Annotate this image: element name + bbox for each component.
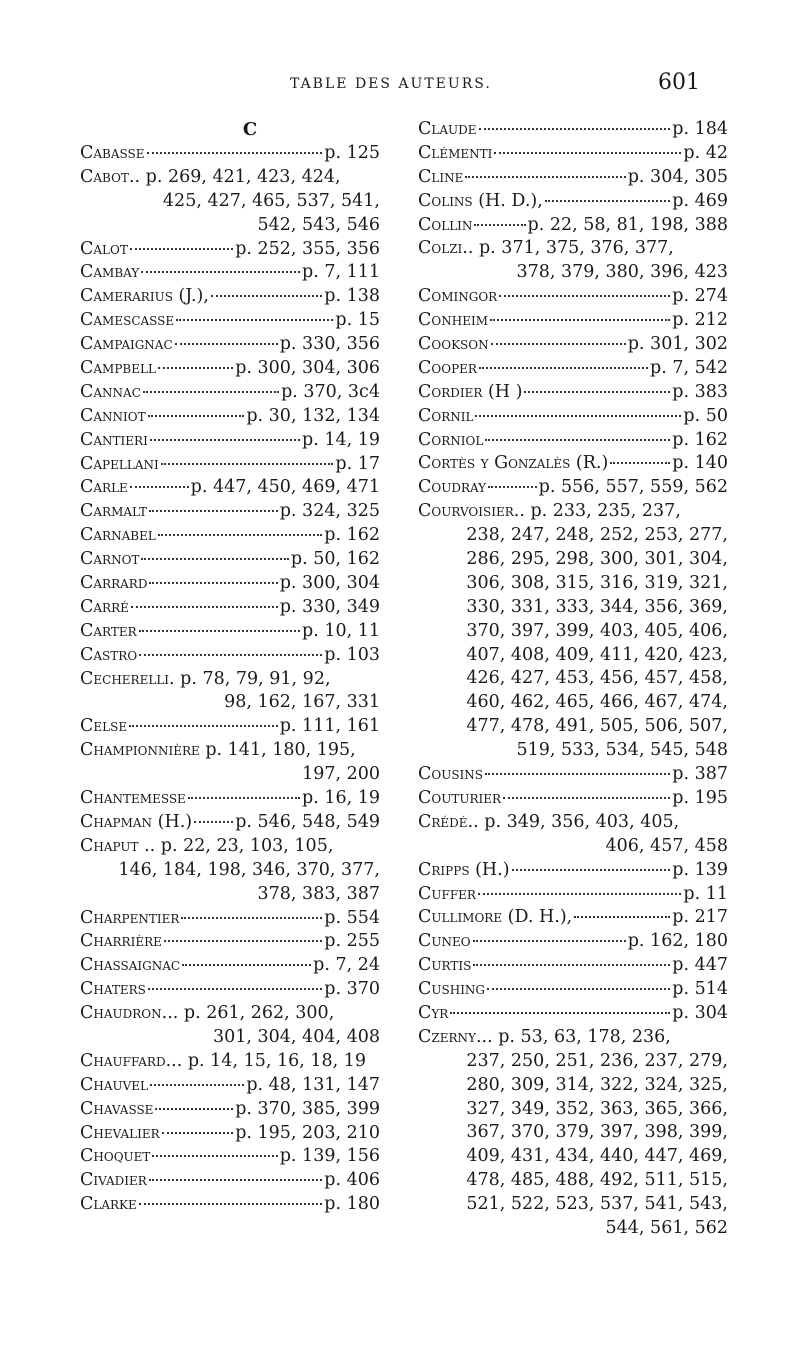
entry-pages: p. 195, 203, 210: [235, 1122, 380, 1143]
entry-separator: ...: [161, 1003, 184, 1024]
index-entry: [80, 1145, 380, 1169]
entry-continuation: 330, 331, 333, 344, 356, 369,: [466, 596, 728, 617]
entry-name: Conheim: [418, 310, 488, 331]
entry-pages: p. 324, 325: [279, 501, 380, 522]
index-entry: [418, 476, 728, 500]
entry-continuation: 460, 462, 465, 466, 467, 474,: [466, 692, 728, 713]
index-entry: [80, 524, 380, 548]
entry-continuation: 425, 427, 465, 537, 541,: [162, 190, 380, 211]
dot-leader: [450, 1012, 670, 1014]
entry-continuation: 367, 370, 379, 397, 398, 399,: [466, 1122, 728, 1143]
left-column: [80, 118, 380, 1217]
entry-pages: p. 162: [672, 429, 728, 450]
dot-leader: [524, 391, 670, 393]
dot-leader: [475, 415, 681, 417]
entry-pages: p. 78, 79, 91, 92,: [180, 668, 331, 689]
entry-name: Camescasse: [80, 310, 175, 331]
dot-leader: [473, 964, 670, 966]
dot-leader: [139, 654, 322, 656]
entry-name: Campaignac: [80, 334, 173, 355]
entry-name: Claude: [418, 119, 477, 139]
index-entry: [80, 930, 380, 954]
index-entry: [418, 190, 728, 214]
index-entry: [418, 429, 728, 453]
entry-pages: p. 141, 180, 195,: [205, 740, 356, 761]
entry-pages: p. 10, 11: [302, 620, 380, 641]
entry-pages: p. 162, 180: [627, 931, 728, 952]
index-entry: [418, 1026, 728, 1241]
dot-leader: [158, 367, 233, 369]
entry-pages: p. 184: [672, 119, 728, 139]
entry-pages: p. 301, 302: [627, 334, 728, 355]
index-entry: [80, 453, 380, 477]
entry-separator: ..: [462, 238, 479, 259]
dot-leader: [188, 797, 300, 799]
entry-separator: ...: [165, 1050, 188, 1071]
dot-leader: [487, 988, 670, 990]
entry-name: Chavasse: [80, 1098, 154, 1119]
entry-pages: p. 14, 15, 16, 18, 19: [187, 1050, 367, 1071]
entry-pages: p. 469: [672, 190, 728, 211]
dot-leader: [131, 606, 278, 608]
index-entry: [80, 357, 380, 381]
entry-pages: p. 111, 161: [279, 716, 380, 737]
entry-pages: p. 370, 3c4: [281, 381, 380, 402]
entry-continuation: 544, 561, 562: [605, 1217, 728, 1238]
entry-name: Cecherelli.: [80, 668, 175, 689]
entry-continuation: 378, 383, 387: [257, 883, 380, 904]
index-entry: [80, 811, 380, 835]
entry-name: Celse: [80, 716, 128, 737]
index-entry: [418, 237, 728, 285]
entry-name: Chassaignac: [80, 955, 181, 976]
entry-name: Comingor: [418, 286, 498, 307]
index-entry: [80, 1074, 380, 1098]
dot-leader: [152, 1155, 277, 1157]
entry-name: Clémenti: [418, 142, 493, 163]
entry-name: Cousins: [418, 764, 484, 785]
entry-pages: p. 42: [683, 142, 728, 163]
entry-name: Cantieri: [80, 429, 148, 450]
index-entry: [80, 644, 380, 668]
dot-leader: [158, 534, 322, 536]
index-entry: [80, 620, 380, 644]
entry-pages: p. 14, 19: [302, 429, 380, 450]
entry-pages: p. 139: [672, 859, 728, 880]
entry-continuation: 301, 304, 404, 408: [213, 1026, 380, 1047]
entry-pages: p. 139, 156: [279, 1146, 380, 1167]
dot-leader: [545, 200, 670, 202]
entry-name: Capellani: [80, 453, 159, 474]
entry-name: Castro: [80, 644, 138, 665]
entry-name: Czerny: [418, 1026, 476, 1047]
entry-name: Cortès y Gonzalès (R.): [418, 453, 609, 474]
index-entry: [80, 429, 380, 453]
dot-leader: [130, 248, 233, 250]
entry-name: Cookson: [418, 334, 489, 355]
entry-name: Crédé: [418, 811, 468, 832]
dot-leader: [141, 558, 288, 560]
index-entry: [80, 405, 380, 429]
index-entry: [418, 214, 728, 238]
dot-leader: [162, 1132, 234, 1134]
entry-pages: p. 22, 58, 81, 198, 388: [527, 214, 728, 235]
index-entry: [80, 715, 380, 739]
entry-pages: p. 269, 421, 423, 424,: [145, 166, 341, 187]
entry-pages: p. 349, 356, 403, 405,: [484, 811, 680, 832]
entry-separator: ..: [128, 166, 146, 187]
index-entry: [80, 381, 380, 405]
entry-pages: p. 447, 450, 469, 471: [190, 477, 380, 498]
entry-pages: p. 30, 132, 134: [246, 405, 380, 426]
dot-leader: [490, 319, 670, 321]
entry-pages: p. 53, 63, 178, 236,: [498, 1026, 671, 1047]
entry-pages: p. 514: [672, 979, 728, 1000]
entry-name: Canniot: [80, 405, 146, 426]
entry-name: Cannac: [80, 381, 141, 402]
entry-name: Carle: [80, 477, 128, 498]
entry-continuation: 521, 522, 523, 537, 541, 543,: [466, 1194, 728, 1215]
entry-name: Civadier: [80, 1170, 147, 1191]
entry-separator: ..: [138, 835, 161, 856]
index-entry: [80, 142, 380, 166]
dot-leader: [129, 725, 278, 727]
dot-leader: [485, 439, 670, 441]
index-entry: [418, 333, 728, 357]
entry-name: Chauvel: [80, 1074, 149, 1095]
index-entry: [80, 1098, 380, 1122]
entry-continuation: 378, 379, 380, 396, 423: [516, 262, 728, 283]
entry-name: Carnabel: [80, 525, 156, 546]
dot-leader: [610, 462, 670, 464]
dot-leader: [161, 463, 334, 465]
entry-name: Charpentier: [80, 907, 180, 928]
entry-pages: p. 554: [324, 907, 380, 928]
dot-leader: [491, 343, 626, 345]
entry-pages: p. 162: [324, 525, 380, 546]
entry-name: Colins (H. D.),: [418, 190, 543, 211]
entry-name: Campbell: [80, 358, 156, 379]
index-entry: [418, 357, 728, 381]
index-entry: [80, 668, 380, 716]
entry-separator: ...: [475, 1026, 499, 1047]
index-entry: [418, 142, 728, 166]
entry-continuation: 286, 295, 298, 300, 301, 304,: [466, 549, 728, 570]
entry-continuation: 238, 247, 248, 252, 253, 277,: [466, 525, 728, 546]
entry-name: Cabot: [80, 166, 129, 187]
index-entry: [80, 238, 380, 262]
entry-name: Chantemesse: [80, 788, 186, 809]
entry-pages: p. 22, 23, 103, 105,: [160, 835, 334, 856]
entry-continuation: 406, 457, 458: [605, 835, 728, 856]
dot-leader: [175, 343, 278, 345]
dot-leader: [150, 439, 300, 441]
entry-name: Carré: [80, 596, 129, 617]
dot-leader: [479, 367, 648, 369]
index-entry: [80, 309, 380, 333]
entry-continuation: 477, 478, 491, 505, 506, 507,: [466, 716, 728, 737]
page-title: TABLE DES AUTEURS.: [290, 76, 492, 92]
dot-leader: [141, 271, 300, 273]
index-entry: [80, 285, 380, 309]
entry-pages: p. 300, 304, 306: [235, 358, 380, 379]
index-entry: [80, 261, 380, 285]
entry-pages: p. 261, 262, 300,: [183, 1003, 335, 1024]
entry-pages: p. 217: [672, 907, 728, 928]
entry-continuation: 146, 184, 198, 346, 370, 377,: [118, 859, 380, 880]
entry-pages: p. 7, 542: [650, 357, 728, 378]
entry-pages: p. 546, 548, 549: [235, 811, 380, 832]
entry-name: Carter: [80, 620, 137, 641]
dot-leader: [155, 1108, 233, 1110]
entry-pages: p. 300, 304: [279, 573, 380, 594]
entry-continuation: 409, 431, 434, 440, 447, 469,: [466, 1146, 728, 1167]
index-entry: [418, 859, 728, 883]
entry-pages: p. 406: [324, 1170, 380, 1191]
dot-leader: [499, 295, 670, 297]
index-entry: [418, 978, 728, 1002]
entry-name: Cordier (H ): [418, 381, 523, 402]
entry-pages: p. 330, 349: [279, 596, 380, 617]
entry-pages: p. 138: [324, 286, 380, 307]
dot-leader: [194, 821, 233, 823]
index-entry: [418, 906, 728, 930]
index-entry: [418, 285, 728, 309]
entry-pages: p. 11: [683, 883, 728, 904]
dot-leader: [574, 916, 670, 918]
index-entry: [418, 452, 728, 476]
index-entry: [80, 978, 380, 1002]
entry-pages: p. 371, 375, 376, 377,: [478, 238, 674, 259]
index-entry: [418, 166, 728, 190]
dot-leader: [181, 917, 322, 919]
index-entry: [418, 405, 728, 429]
entry-name: Chaudron: [80, 1003, 162, 1024]
entry-continuation: 237, 250, 251, 236, 237, 279,: [466, 1050, 728, 1071]
dot-leader: [485, 773, 670, 775]
index-entry: [80, 572, 380, 596]
index-entry: [80, 954, 380, 978]
entry-name: Charrière: [80, 931, 162, 952]
entry-name: Cornil: [418, 405, 474, 426]
entry-pages: p. 7, 24: [313, 955, 380, 976]
index-entry: [80, 548, 380, 572]
index-entry: [418, 381, 728, 405]
dot-leader: [503, 797, 670, 799]
dot-leader: [479, 128, 671, 130]
entry-name: Camerarius (J.),: [80, 286, 209, 307]
entry-continuation: 197, 200: [302, 764, 380, 785]
dot-leader: [139, 1203, 322, 1205]
entry-name: Cline: [418, 166, 464, 187]
index-entry: [418, 930, 728, 954]
entry-pages: p. 370, 385, 399: [235, 1098, 380, 1119]
dot-leader: [139, 630, 300, 632]
dot-leader: [473, 940, 626, 942]
index-entry: [80, 787, 380, 811]
index-entry: [418, 118, 728, 142]
entry-pages: p. 180: [324, 1194, 380, 1215]
page-number: 601: [658, 70, 700, 95]
entry-name: Championnière: [80, 740, 200, 761]
entry-separator: ..: [513, 501, 531, 522]
entry-name: Cooper: [418, 357, 477, 378]
entry-pages: p. 103: [324, 644, 380, 665]
page-header: [0, 70, 800, 102]
entry-pages: p. 15: [335, 310, 380, 331]
dot-leader: [164, 940, 322, 942]
entry-pages: p. 370: [324, 979, 380, 1000]
index-entry: [418, 954, 728, 978]
entry-continuation: 542, 543, 546: [257, 214, 380, 235]
entry-continuation: 478, 485, 488, 492, 511, 515,: [466, 1170, 728, 1191]
entry-name: Chauffard: [80, 1050, 166, 1071]
dot-leader: [494, 152, 681, 154]
index-entry: [80, 596, 380, 620]
dot-leader: [176, 319, 333, 321]
entry-pages: p. 17: [335, 453, 380, 474]
entry-name: Courvoisier: [418, 501, 514, 522]
index-entry: [80, 835, 380, 907]
dot-leader: [512, 869, 671, 871]
entry-pages: p. 252, 355, 356: [235, 238, 380, 259]
index-entry: [80, 907, 380, 931]
dot-leader: [130, 486, 189, 488]
entry-continuation: 280, 309, 314, 322, 324, 325,: [466, 1074, 728, 1095]
right-column: [418, 118, 728, 1241]
entry-pages: p. 50, 162: [290, 549, 380, 570]
entry-name: Cripps (H.): [418, 859, 510, 880]
entry-name: Curtis: [418, 955, 472, 976]
index-entry: [418, 309, 728, 333]
entry-name: Cuneo: [418, 931, 471, 952]
entry-name: Coudray: [418, 477, 487, 498]
entry-continuation: 519, 533, 534, 545, 548: [516, 740, 728, 761]
dot-leader: [149, 1179, 322, 1181]
entry-name: Chaput: [80, 835, 139, 856]
dot-leader: [465, 176, 625, 178]
entry-name: Cuffer: [418, 883, 476, 904]
dot-leader: [148, 988, 322, 990]
entry-pages: p. 556, 557, 559, 562: [538, 477, 728, 498]
entry-name: Carmalt: [80, 501, 148, 522]
entry-name: Chaters: [80, 979, 146, 1000]
entry-name: Carrard: [80, 573, 148, 594]
entry-continuation: 426, 427, 453, 456, 457, 458,: [466, 668, 728, 689]
entry-pages: p. 233, 235, 237,: [530, 501, 681, 522]
dot-leader: [149, 582, 277, 584]
entry-pages: p. 212: [672, 310, 728, 331]
entry-name: Cabasse: [80, 143, 145, 163]
entry-name: Cyr: [418, 1002, 449, 1023]
entry-continuation: 370, 397, 399, 403, 405, 406,: [466, 620, 728, 641]
index-entry: [80, 476, 380, 500]
entry-continuation: 407, 408, 409, 411, 420, 423,: [466, 644, 728, 665]
entry-pages: p. 304, 305: [627, 166, 728, 187]
index-entry: [418, 1002, 728, 1026]
dot-leader: [149, 510, 278, 512]
entry-name: Collin: [418, 214, 473, 235]
entry-name: Carnot: [80, 549, 140, 570]
entry-name: Colzi: [418, 238, 463, 259]
index-entry: [418, 500, 728, 763]
dot-leader: [147, 152, 323, 154]
index-entry: [80, 333, 380, 357]
entry-pages: p. 7, 111: [302, 262, 380, 283]
index-entry: [418, 811, 728, 859]
index-entry: [80, 1122, 380, 1146]
index-entry: [80, 1002, 380, 1050]
entry-name: Chapman (H.): [80, 811, 193, 832]
index-entry: [80, 1050, 380, 1074]
entry-pages: p. 330, 356: [279, 334, 380, 355]
index-entry: [80, 739, 380, 787]
index-entry: [80, 500, 380, 524]
entry-pages: p. 274: [672, 286, 728, 307]
dot-leader: [478, 893, 681, 895]
dot-leader: [148, 415, 245, 417]
entry-pages: p. 447: [672, 955, 728, 976]
entry-name: Couturier: [418, 787, 502, 808]
entry-name: Cullimore (D. H.),: [418, 907, 573, 928]
entry-name: Choquet: [80, 1146, 151, 1167]
index-entry: [418, 883, 728, 907]
entry-continuation: 306, 308, 315, 316, 319, 321,: [466, 572, 728, 593]
entry-pages: p. 125: [324, 143, 380, 163]
entry-name: Cambay: [80, 262, 140, 283]
index-entry: [80, 166, 380, 238]
entry-pages: p. 48, 131, 147: [246, 1074, 380, 1095]
entry-continuation: 327, 349, 352, 363, 365, 366,: [466, 1098, 728, 1119]
index-entry: [418, 763, 728, 787]
index-entry: [80, 1169, 380, 1193]
entry-separator: ..: [467, 811, 485, 832]
dot-leader: [211, 295, 322, 297]
dot-leader: [488, 486, 537, 488]
entry-pages: p. 50: [683, 405, 728, 426]
entry-pages: p. 383: [672, 381, 728, 402]
dot-leader: [150, 1084, 244, 1086]
dot-leader: [143, 391, 279, 393]
entry-pages: p. 387: [672, 764, 728, 785]
entry-pages: p. 255: [324, 931, 380, 952]
entry-pages: p. 304: [672, 1002, 728, 1023]
dot-leader: [182, 964, 311, 966]
entry-name: Corniol: [418, 429, 484, 450]
entry-continuation: 98, 162, 167, 331: [224, 692, 380, 713]
entry-pages: p. 195: [672, 787, 728, 808]
section-letter: C: [242, 119, 258, 140]
entry-name: Cushing: [418, 979, 486, 1000]
entry-name: Clarke: [80, 1194, 137, 1215]
entry-pages: p. 16, 19: [302, 788, 380, 809]
dot-leader: [474, 224, 525, 226]
entry-pages: p. 140: [672, 453, 728, 474]
index-entry: [80, 1193, 380, 1217]
entry-name: Chevalier: [80, 1122, 160, 1143]
entry-name: Calot: [80, 238, 128, 259]
index-entry: [418, 787, 728, 811]
